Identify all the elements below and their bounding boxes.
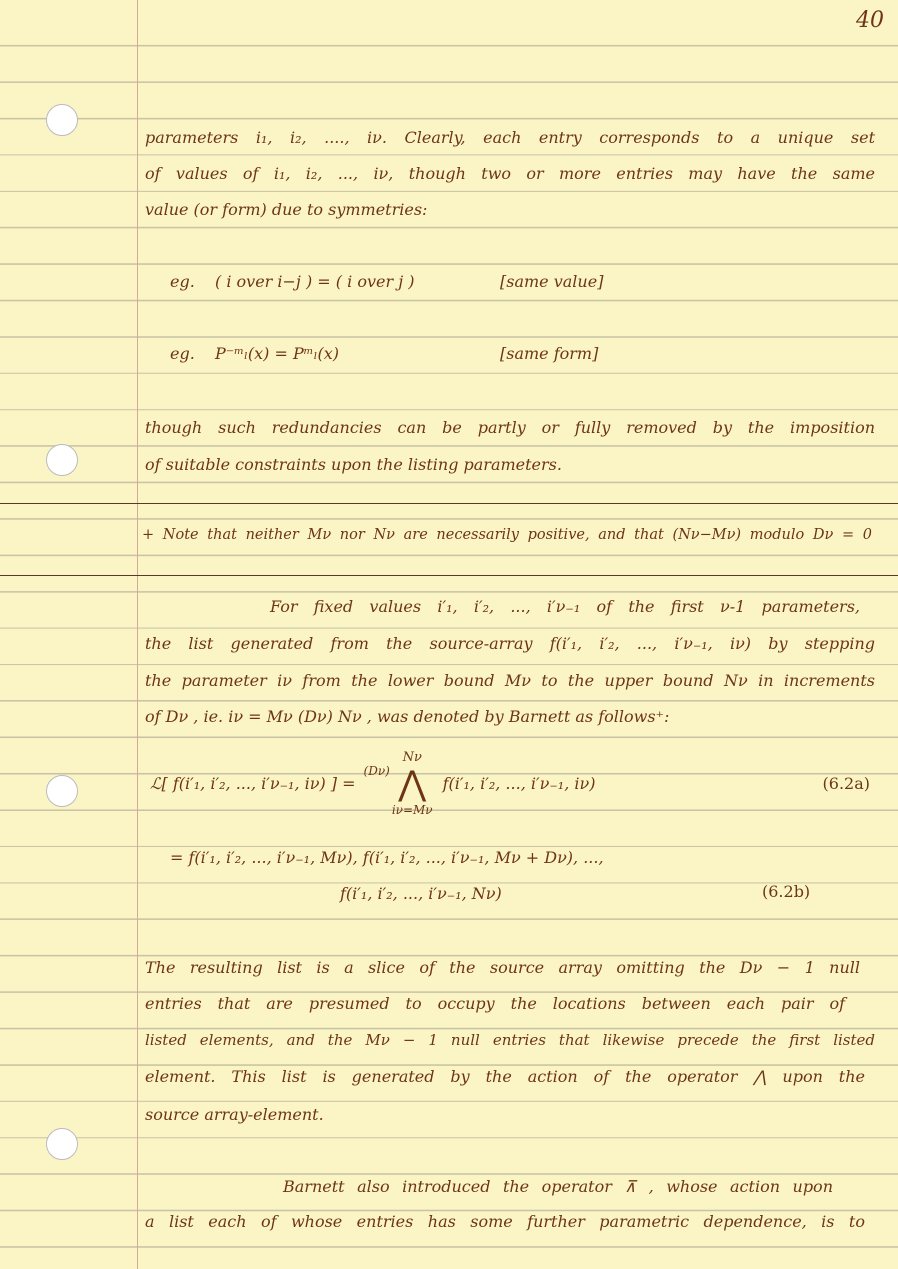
text-line: parameters i₁, i₂, ...., iν. Clearly, each entry corresponds to a unique set [145, 128, 875, 147]
text-line: of values of i₁, i₂, ..., iν, though two or more entries may have the same [145, 164, 875, 183]
equation-upper-bound: Nν [402, 749, 422, 765]
example-expression: ( i over i−j ) = ( i over j ) [215, 272, 415, 291]
footnote-divider [0, 503, 898, 504]
text-line: of suitable constraints upon the listing parameters. [145, 455, 562, 474]
equation-line: f(i′₁, i′₂, ..., i′ν₋₁, Nν) [340, 884, 502, 903]
text-line: the list generated from the source-array f(i′₁, i′₂, ..., i′ν₋₁, iν) by stepping [145, 634, 875, 653]
text-line: a list each of whose entries has some further parametric dependence, is to [145, 1212, 865, 1231]
text-line: listed elements, and the Mν − 1 null entries that likewise precede the first listed [145, 1031, 875, 1049]
equation-step: (Dν) [363, 764, 390, 778]
punch-hole [46, 104, 78, 136]
page-number: 40 [856, 8, 884, 33]
text-line: value (or form) due to symmetries: [145, 200, 428, 219]
punch-hole [46, 444, 78, 476]
text-line: though such redundancies can be partly or fully removed by the imposition [145, 418, 875, 437]
text-line: element. This list is generated by the action of the operator ⋀ upon the [145, 1067, 865, 1086]
equation-line: = f(i′₁, i′₂, ..., i′ν₋₁, Mν), f(i′₁, i′₂, ..., i′ν₋₁, Mν + Dν), ..., [170, 848, 604, 867]
equation-lower-bound: iν=Mν [391, 802, 433, 817]
text-line: of Dν , ie. iν = Mν (Dν) Nν , was denoted by Barnett as follows⁺: [145, 707, 670, 726]
text-line: For fixed values i′₁, i′₂, ..., i′ν₋₁ of the first ν-1 parameters, [270, 597, 860, 616]
footnote: + Note that neither Mν nor Nν are necessarily positive, and that (Nν−Mν) modulo Dν = 0 [142, 527, 872, 543]
footnote-divider [0, 575, 898, 576]
margin-line [137, 0, 138, 1269]
wedge-operator-group [392, 750, 433, 817]
example-note: [same form] [500, 344, 599, 363]
equation-number: (6.2a) [822, 773, 870, 793]
equation-lhs: ℒ[ f(i′₁, i′₂, ..., i′ν₋₁, iν) ] = [150, 773, 356, 793]
wedge-operator: ⋀ [398, 763, 427, 804]
equation-number: (6.2b) [762, 882, 811, 901]
text-line: The resulting list is a slice of the source array omitting the Dν − 1 null [145, 958, 860, 977]
example-expression: P⁻ᵐₗ(x) = Pᵐₗ(x) [215, 344, 339, 363]
equation-6-2a [150, 738, 870, 828]
text-line: the parameter iν from the lower bound Mν to the upper bound Nν in increments [145, 671, 875, 690]
equation-rhs: f(i′₁, i′₂, ..., i′ν₋₁, iν) [442, 773, 596, 793]
text-line: source array-element. [145, 1105, 324, 1124]
example-label: eg. [170, 344, 195, 363]
punch-hole [46, 775, 78, 807]
example-note: [same value] [500, 272, 604, 291]
example-label: eg. [170, 272, 195, 291]
text-line: Barnett also introduced the operator ⊼ , whose action upon [283, 1177, 833, 1196]
text-line: entries that are presumed to occupy the locations between each pair of [145, 994, 845, 1013]
punch-hole [46, 1128, 78, 1160]
